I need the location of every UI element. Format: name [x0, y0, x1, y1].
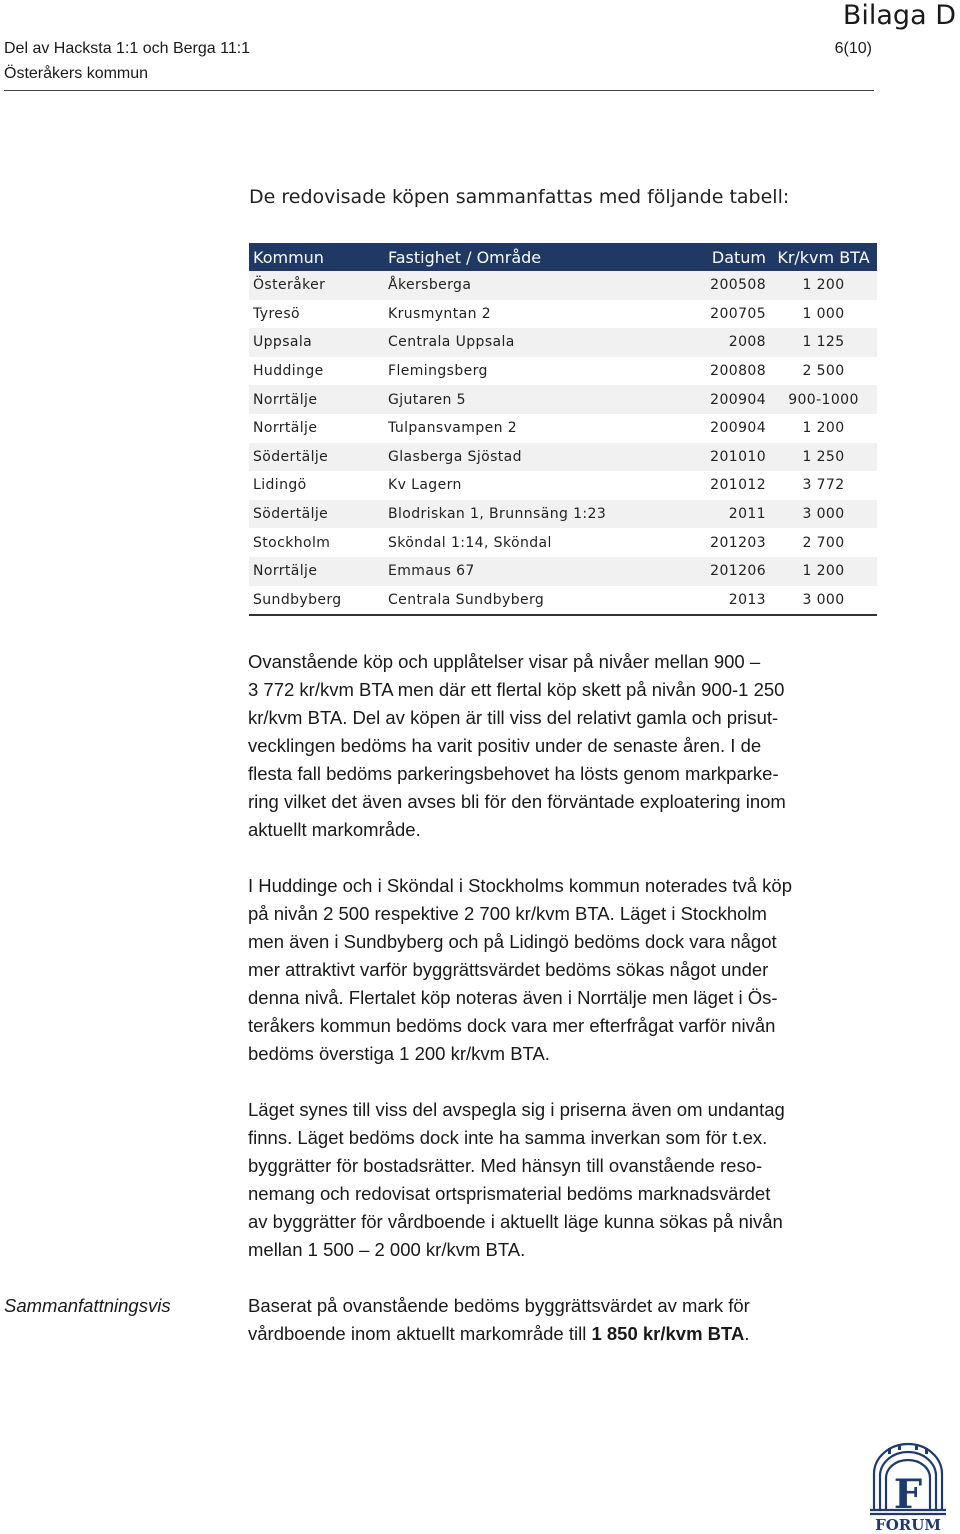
cell-fastighet: Åkersberga [384, 271, 684, 300]
paragraph-line: finns. Läget bedöms dock inte ha samma inverkan som för t.ex. [248, 1127, 768, 1148]
cell-fastighet: Centrala Uppsala [384, 328, 684, 357]
cell-datum: 2008 [684, 328, 770, 357]
table-row [249, 414, 877, 443]
cell-fastighet: Flemingsberg [384, 357, 684, 386]
cell-fastighet: Centrala Sundbyberg [384, 586, 684, 616]
paragraph-huddinge [248, 872, 878, 1068]
cell-datum: 200705 [684, 300, 770, 329]
paragraph-line: på nivån 2 500 respektive 2 700 kr/kvm BTA. Läget i Stockholm [248, 903, 767, 924]
cell-price: 3 000 [770, 586, 877, 616]
column-header-datum: Datum [684, 243, 770, 271]
summary-text: . [744, 1323, 750, 1344]
paragraph-line: denna nivå. Flertalet köp noteras även i Norrtälje men läget i Ös- [248, 987, 778, 1008]
table-row [249, 328, 877, 357]
table-row [249, 528, 877, 557]
cell-price: 1 250 [770, 443, 877, 472]
table-intro: De redovisade köpen sammanfattas med följande tabell: [249, 186, 790, 208]
cell-datum: 200508 [684, 271, 770, 300]
cell-kommun: Österåker [249, 271, 384, 300]
summary-value: 1 850 kr/kvm BTA [591, 1323, 745, 1344]
cell-price: 1 200 [770, 271, 877, 300]
paragraph-line: nemang och redovisat ortsprismaterial bedöms marknadsvärdet [248, 1183, 771, 1204]
paragraph-line: mellan 1 500 – 2 000 kr/kvm BTA. [248, 1239, 526, 1260]
summary-text: vårdboende inom aktuellt markområde till [248, 1323, 592, 1344]
cell-datum: 201012 [684, 471, 770, 500]
cell-price: 2 500 [770, 357, 877, 386]
cell-kommun: Norrtälje [249, 557, 384, 586]
paragraph-line: Ovanstående köp och upplåtelser visar på nivåer mellan 900 – [248, 651, 761, 672]
cell-price: 2 700 [770, 528, 877, 557]
cell-kommun: Södertälje [249, 500, 384, 529]
cell-kommun: Stockholm [249, 528, 384, 557]
paragraph-line: byggrätter för bostadsrätter. Med hänsyn till ovanstående reso- [248, 1155, 763, 1176]
cell-price: 1 125 [770, 328, 877, 357]
cell-kommun: Norrtälje [249, 385, 384, 414]
cell-kommun: Tyresö [249, 300, 384, 329]
document-title: Del av Hacksta 1:1 och Berga 11:1 [4, 40, 251, 57]
forum-logo [868, 1440, 948, 1532]
table-row [249, 300, 877, 329]
cell-fastighet: Emmaus 67 [384, 557, 684, 586]
sales-table [249, 243, 877, 616]
cell-price: 1 200 [770, 557, 877, 586]
paragraph-location [248, 1096, 878, 1264]
cell-datum: 201203 [684, 528, 770, 557]
paragraph-line: kr/kvm BTA. Del av köpen är till viss del relativt gamla och prisut- [248, 707, 779, 728]
summary-line [248, 1320, 878, 1348]
cell-fastighet: Krusmyntan 2 [384, 300, 684, 329]
table-header-row [249, 243, 877, 271]
cell-kommun: Södertälje [249, 443, 384, 472]
table-row [249, 443, 877, 472]
paragraph-line: teråkers kommun bedöms dock vara mer efterfrågat varför nivån [248, 1015, 776, 1036]
cell-fastighet: Tulpansvampen 2 [384, 414, 684, 443]
paragraph-line: men även i Sundbyberg och på Lidingö bedöms dock vara något [248, 931, 777, 952]
summary-line: Baserat på ovanstående bedöms byggrättsvärdet av mark för [248, 1295, 750, 1316]
cell-fastighet: Glasberga Sjöstad [384, 443, 684, 472]
cell-kommun: Lidingö [249, 471, 384, 500]
cell-fastighet: Kv Lagern [384, 471, 684, 500]
cell-datum: 200904 [684, 414, 770, 443]
table-row [249, 271, 877, 300]
paragraph-line: mer attraktivt varför byggrättsvärdet bedöms sökas något under [248, 959, 769, 980]
cell-price: 1 000 [770, 300, 877, 329]
header-divider [4, 90, 874, 91]
cell-fastighet: Gjutaren 5 [384, 385, 684, 414]
logo-letter: F [893, 1471, 923, 1518]
page-number: 6(10) [834, 40, 872, 57]
column-header-price: Kr/kvm BTA [770, 243, 877, 271]
table-row [249, 471, 877, 500]
paragraph-levels [248, 648, 878, 844]
cell-price: 900-1000 [770, 385, 877, 414]
cell-datum: 201206 [684, 557, 770, 586]
paragraph-line: I Huddinge och i Sköndal i Stockholms kommun noterades två köp [248, 875, 792, 896]
paragraph-line: ring vilket det även avses bli för den förväntade exploatering inom [248, 791, 786, 812]
cell-fastighet: Sköndal 1:14, Sköndal [384, 528, 684, 557]
cell-price: 3 000 [770, 500, 877, 529]
cell-datum: 200904 [684, 385, 770, 414]
cell-datum: 2013 [684, 586, 770, 616]
paragraph-line: vecklingen bedöms ha varit positiv under de senaste åren. I de [248, 735, 762, 756]
cell-kommun: Uppsala [249, 328, 384, 357]
cell-kommun: Huddinge [249, 357, 384, 386]
table-row [249, 357, 877, 386]
cell-datum: 2011 [684, 500, 770, 529]
cell-price: 1 200 [770, 414, 877, 443]
paragraph-line: 3 772 kr/kvm BTA men där ett flertal köp skett på nivån 900-1 250 [248, 679, 785, 700]
table-row [249, 557, 877, 586]
paragraph-line: aktuellt markområde. [248, 819, 421, 840]
paragraph-line: Läget synes till viss del avspegla sig i priserna även om undantag [248, 1099, 785, 1120]
summary-label: Sammanfattningsvis [4, 1295, 171, 1316]
column-header-kommun: Kommun [249, 243, 384, 271]
cell-datum: 200808 [684, 357, 770, 386]
cell-price: 3 772 [770, 471, 877, 500]
column-header-fastighet: Fastighet / Område [384, 243, 684, 271]
paragraph-line: bedöms överstiga 1 200 kr/kvm BTA. [248, 1043, 550, 1064]
attachment-label: Bilaga D [842, 0, 956, 31]
cell-kommun: Sundbyberg [249, 586, 384, 616]
cell-datum: 201010 [684, 443, 770, 472]
organization-name: Österåkers kommun [4, 65, 149, 82]
table-row [249, 500, 877, 529]
paragraph-summary [248, 1292, 878, 1348]
cell-kommun: Norrtälje [249, 414, 384, 443]
paragraph-line: flesta fall bedöms parkeringsbehovet ha lösts genom markparke- [248, 763, 779, 784]
paragraph-line: av byggrätter för vårdboende i aktuellt läge kunna sökas på nivån [248, 1211, 783, 1232]
cell-fastighet: Blodriskan 1, Brunnsäng 1:23 [384, 500, 684, 529]
logo-text: FORUM [875, 1516, 941, 1532]
table-row [249, 586, 877, 616]
table-row [249, 385, 877, 414]
